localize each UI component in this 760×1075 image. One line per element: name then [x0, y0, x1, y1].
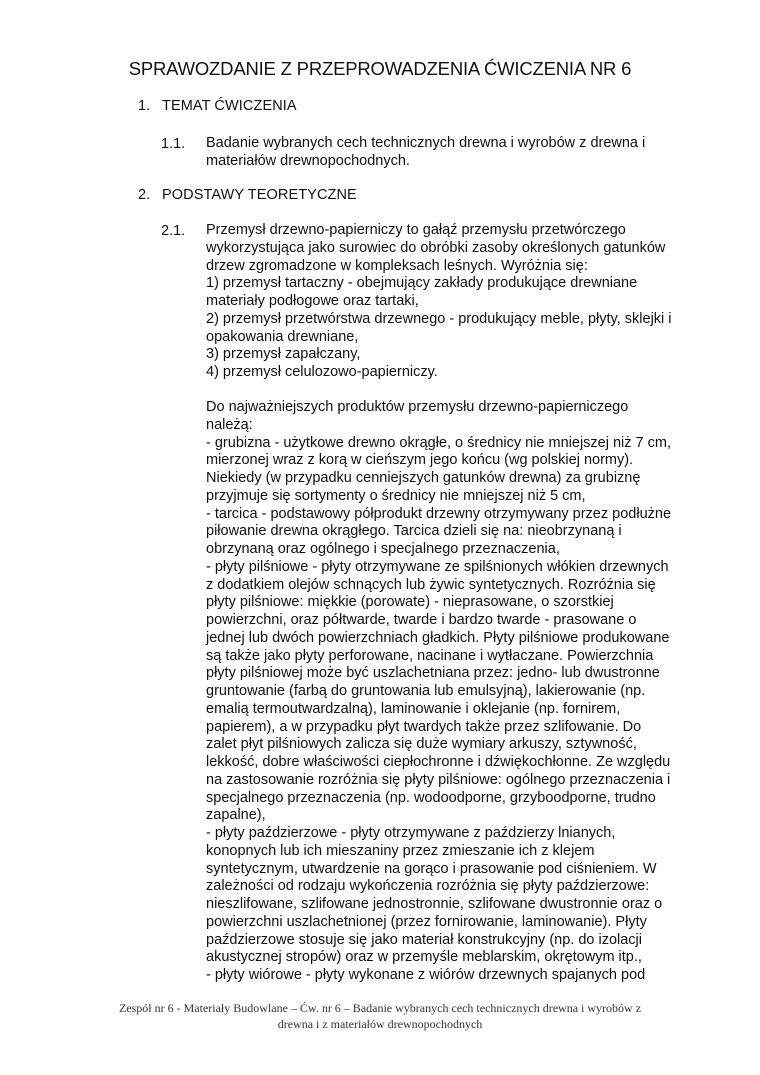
- text-line: - tarcica - podstawowy półprodukt drzewny otrzymywany przez podłużne: [206, 505, 672, 522]
- text-line: obrzynaną oraz ogólnego i specjalnego przeznaczenia,: [206, 541, 560, 557]
- text-line: - płyty wiórowe - płyty wykonane z wiórów drzewnych spajanych pod: [206, 967, 646, 983]
- subsection-1-1-number: 1.1.: [161, 136, 186, 152]
- text-line: powierzchni uszlachetnionej (przez fornirowanie, laminowanie). Płyty: [206, 913, 647, 930]
- page-footer: [0, 1000, 760, 1032]
- text-line: zależności od rodzaju wykończenia rozróżnia się płyty paździerzowe:: [206, 878, 650, 895]
- text-line: Badanie wybranych cech technicznych drewna i wyrobów z drewna i: [206, 135, 646, 151]
- text-line: mierzonej wraz z korą w cieńszym jego końcu (wg polskiej normy).: [206, 452, 634, 469]
- text-line: na zastosowanie rozróżnia się płyty pilśniowe: ogólnego przeznaczenia i: [206, 771, 671, 788]
- section-1-heading: TEMAT ĆWICZENIA: [162, 98, 297, 114]
- text-line: konopnych lub ich mieszaniny przez zmieszanie ich z klejem: [206, 842, 595, 859]
- text-line: drzew zgromadzone w kompleksach leśnych. Wyróżnia się:: [206, 257, 588, 274]
- text-line: należą:: [206, 416, 253, 433]
- text-line: płyty pilśniowej może być uszlachetniana przez: jedno- lub dwustronne: [206, 665, 660, 682]
- text-line: akustycznej stropów) oraz w przemyśle meblarskim, okrętowym itp.,: [206, 949, 642, 966]
- text-line: gruntowanie (farbą do gruntowania lub emulsyjną), lakierowanie (np.: [206, 683, 646, 699]
- footer-line-1: Zespół nr 6 - Materiały Budowlane – Ćw. nr 6 – Badanie wybranych cech technicznych drewna i wyrobów z: [118, 1001, 642, 1015]
- text-line: nieszlifowane, szlifowane jednostronnie, szlifowane dwustronnie oraz o: [206, 896, 663, 912]
- text-line: opakowania drewniane,: [206, 328, 359, 345]
- text-line: przyjmuje się sortymenty o średnicy nie mniejszej niż 5 cm,: [206, 487, 586, 504]
- text-line: z dodatkiem olejów schnących lub żywic syntetycznych. Rozróżnia się: [206, 576, 656, 593]
- text-line: - płyty pilśniowe - płyty otrzymywane ze spilśnionych włókien drzewnych: [206, 558, 669, 575]
- subsection-2-1-intro: [206, 222, 706, 382]
- text-line: Przemysł drzewno-papierniczy to gałąź przemysłu przetwórczego: [206, 222, 626, 238]
- text-line: zalet płyt pilśniowych zalicza się duże wymiary arkuszy, sztywność,: [206, 736, 637, 753]
- text-line: powierzchni, oraz półtwarde, twarde i bardzo twarde - prasowane o: [206, 612, 637, 628]
- text-line: 4) przemysł celulozowo-papierniczy.: [206, 364, 438, 380]
- text-line: zapalne),: [206, 807, 266, 824]
- footer-line-2: drewna i z materiałów drewnopochodnych: [277, 1017, 483, 1031]
- text-line: materiałów drewnopochodnych.: [206, 152, 410, 169]
- text-line: wykorzystująca jako surowiec do obróbki zasoby określonych gatunków: [206, 239, 666, 256]
- text-line: jednej lub dwóch powierzchniach gładkich. Płyty pilśniowe produkowane: [206, 629, 670, 646]
- text-line: 3) przemysł zapałczany,: [206, 346, 361, 363]
- subsection-2-1-products: [206, 399, 706, 985]
- text-line: piłowanie drewna okrągłego. Tarcica dzieli się na: nieobrzynaną i: [206, 523, 622, 540]
- section-1-number: 1.: [138, 98, 151, 114]
- text-line: papierem), a w przypadku płyt twardych także przez szlifowanie. Do: [206, 718, 642, 735]
- text-line: - grubizna - użytkowe drewno okrągłe, o średnicy nie mniejszej niż 7 cm,: [206, 434, 672, 451]
- text-line: materiały podłogowe oraz tartaki,: [206, 293, 419, 309]
- text-line: 1) przemysł tartaczny - obejmujący zakłady produkujące drewniane: [206, 275, 638, 292]
- text-line: specjalnego przeznaczenia (np. wodoodporne, grzyboodporne, trudno: [206, 789, 656, 806]
- subsection-1-1-text: [206, 135, 706, 171]
- section-2-number: 2.: [138, 187, 151, 203]
- text-line: emalią termoutwardzalną), laminowanie i oklejanie (np. fornirem,: [206, 700, 621, 717]
- text-line: - płyty paździerzowe - płyty otrzymywane z paździerzy lnianych,: [206, 825, 616, 841]
- text-line: lekkość, dobre właściwości ciepłochronne i dźwiękochłonne. Ze względu: [206, 754, 671, 770]
- text-line: syntetycznym, utwardzenie na gorąco i prasowanie pod ciśnieniem. W: [206, 860, 657, 877]
- text-line: Do najważniejszych produktów przemysłu drzewno-papierniczego: [206, 399, 629, 415]
- text-line: paździerzowe stosuje się jako materiał konstrukcyjny (np. do izolacji: [206, 931, 642, 948]
- text-line: 2) przemysł przetwórstwa drzewnego - produkujący meble, płyty, sklejki i: [206, 310, 672, 327]
- text-line: Niekiedy (w przypadku cenniejszych gatunków drewna) za grubiznę: [206, 470, 641, 486]
- section-2-heading: PODSTAWY TEORETYCZNE: [162, 187, 357, 203]
- text-line: są także jako płyty perforowane, nacinane i wytłaczane. Powierzchnia: [206, 647, 654, 664]
- subsection-2-1-number: 2.1.: [161, 223, 186, 239]
- page-title: SPRAWOZDANIE Z PRZEPROWADZENIA ĆWICZENIA NR 6: [128, 58, 632, 79]
- text-line: płyty pilśniowe: miękkie (porowate) - nieprasowane, o szorstkiej: [206, 594, 614, 611]
